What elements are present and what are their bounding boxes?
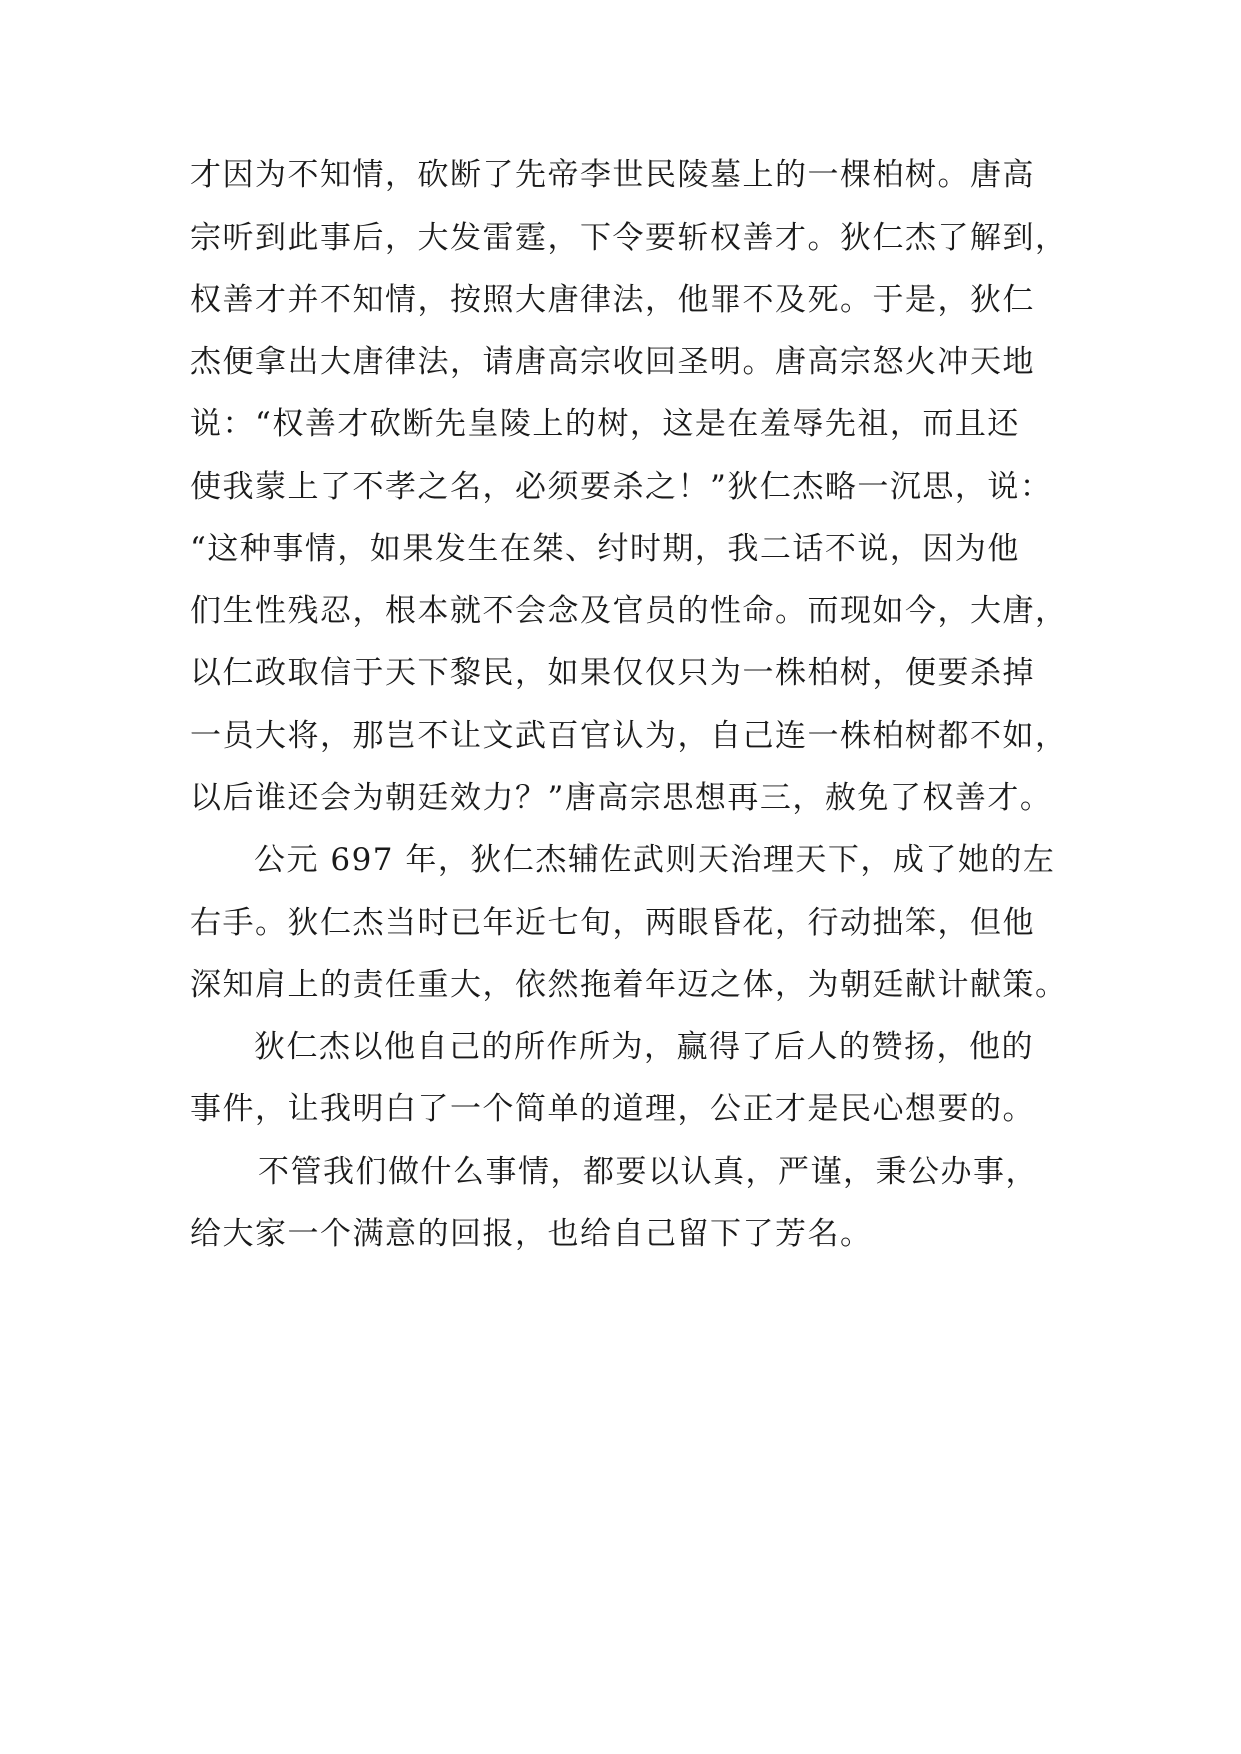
text-line-1: 才因为不知情，砍断了先帝李世民陵墓上的一棵柏树。唐高 (190, 157, 1035, 193)
text-line-6: 使我蒙上了不孝之名，必须要杀之！”狄仁杰略一沉思，说： (190, 469, 1053, 505)
text-line-14: 深知肩上的责任重大，依然拖着年迈之体，为朝廷献计献策。 (190, 967, 1068, 1003)
text-line-7: “这种事情，如果发生在桀、纣时期，我二话不说，因为他 (190, 531, 1020, 567)
text-line-8: 们生性残忍，根本就不会念及官员的性命。而现如今，大唐， (190, 593, 1068, 629)
text-line-16: 事件，让我明白了一个简单的道理，公正才是民心想要的。 (190, 1091, 1035, 1127)
text-line-3: 权善才并不知情，按照大唐律法，他罪不及死。于是，狄仁 (190, 282, 1035, 318)
text-line-13: 右手。狄仁杰当时已年近七旬，两眼昏花，行动拙笨，但他 (190, 905, 1035, 941)
text-line-9: 以仁政取信于天下黎民，如果仅仅只为一株柏树，便要杀掉 (190, 655, 1035, 691)
text-line-17: 不管我们做什么事情，都要以认真，严谨，秉公办事， (258, 1154, 1038, 1190)
text-line-12: 公元 697 年，狄仁杰辅佐武则天治理天下，成了她的左 (254, 842, 1056, 878)
text-line-11: 以后谁还会为朝廷效力？”唐高宗思想再三，赦免了权善才。 (190, 780, 1053, 816)
text-line-10: 一员大将，那岂不让文武百官认为，自己连一株柏树都不如， (190, 718, 1068, 754)
text-line-4: 杰便拿出大唐律法，请唐高宗收回圣明。唐高宗怒火冲天地 (190, 344, 1035, 380)
text-line-15: 狄仁杰以他自己的所作所为，赢得了后人的赞扬，他的 (254, 1029, 1034, 1065)
text-line-5: 说：“权善才砍断先皇陵上的树，这是在羞辱先祖，而且还 (190, 406, 1020, 442)
text-line-2: 宗听到此事后，大发雷霆，下令要斩权善才。狄仁杰了解到， (190, 220, 1068, 256)
text-line-18: 给大家一个满意的回报，也给自己留下了芳名。 (190, 1216, 873, 1252)
